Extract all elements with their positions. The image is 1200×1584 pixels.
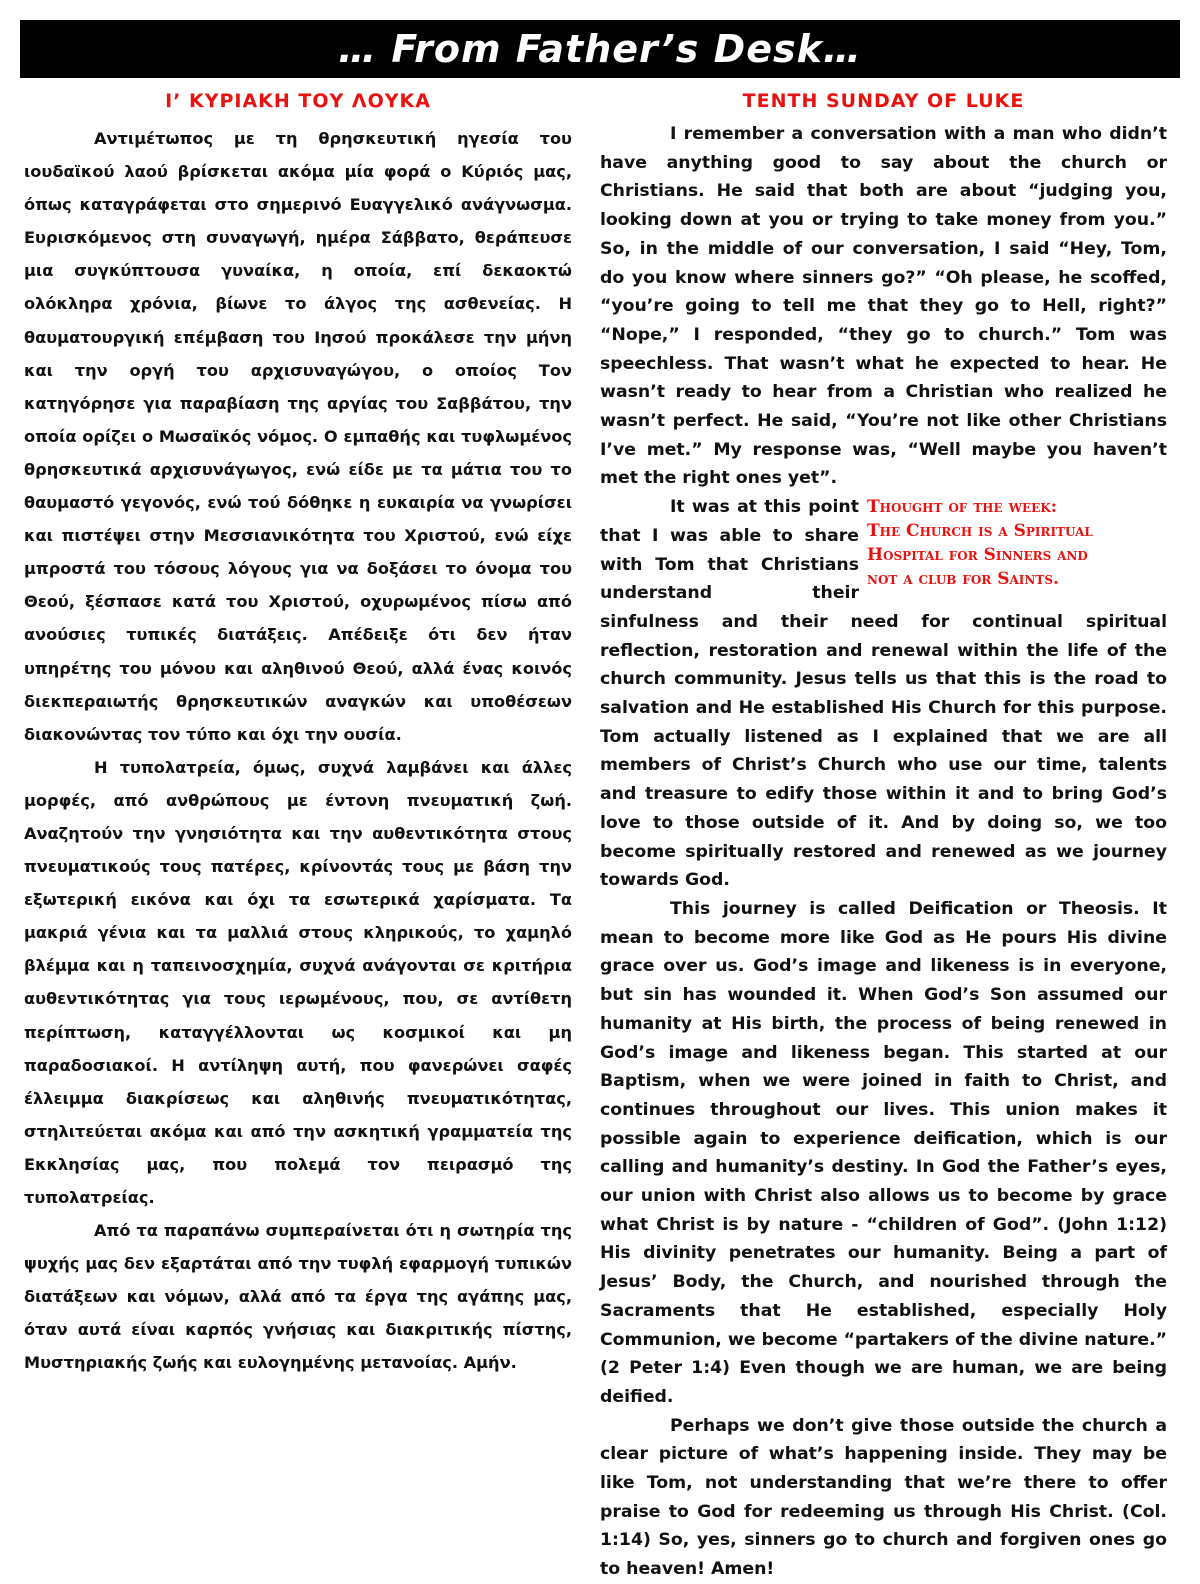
greek-body (24, 122, 572, 1380)
thought-label: Thought of the week: (867, 497, 1058, 518)
english-body (600, 120, 1167, 1584)
greek-heading: Ι’ ΚΥΡΙΑΚΗ ΤΟΥ ΛΟΥΚΑ (165, 90, 431, 112)
thought-of-the-week-box (867, 495, 1167, 591)
thought-line-2: Hospital for Sinners and (867, 545, 1088, 566)
english-paragraph-1: I remember a conversation with a man who didn’t have anything good to say about the church or Christians. He said that both are about “judging you, looking down at you or trying to take money from you.” So, in the middle of our conversation, I said “Hey, Tom, do you know where sinners go?” “Oh please, he scoffed, “you’re going to tell me that they go to Hell, right?” “Nope,” I responded, “they go to church.” Tom was speechless. That wasn’t what he expected to hear. He wasn’t ready to hear from a Christian who realized he wasn’t perfect. He said, “You’re not like other Christians I’ve met.” My response was, “Well maybe you haven’t met the right ones yet”. (600, 124, 1167, 489)
page-banner: … From Father’s Desk… (20, 20, 1180, 78)
thought-line-1: The Church is a Spiritual (867, 521, 1093, 542)
greek-paragraph-2: Η τυπολατρεία, όμως, συχνά λαμβάνει και άλλες μορφές, από ανθρώπους με έντονη πνευματική ζωή. Αναζητούν την γνησιότητα και την αυθεντικότητα στους πνευματικούς τους πατέρες, κρίνοντάς τους με βάση την εξωτερική εικόνα και όχι τα εσωτερικά χαρίσματα. Τα μακριά γένια και τα μαλλιά στους κληρικούς, το χαμηλό βλέμμα και η ταπεινοσχημία, συχνά ανάγονται σε κριτήρια αυθεντικότητας για τους ιερωμένους, που, σε αντίθετη περίπτωση, καταγγέλλονται ως κοσμικοί και μη παραδοσιακοί. Η αντίληψη αυτή, που φανερώνει σαφές έλλειμμα διακρίσεως και αληθινής πνευματικότητας, στηλιτεύεται ακόμα και από την ασκητική γραμματεία της Εκκλησίας μας, που πολεμά τον πειρασμό της τυπολατρείας. (24, 757, 572, 1207)
english-paragraph-3: This journey is called Deification or Theosis. It mean to become more like God as He pours His divine grace over us. God’s image and likeness is in everyone, but sin has wounded it. When God’s Son assumed our humanity at His birth, the process of being renewed in God’s image and likeness began. This started at our Baptism, when we were joined in faith to Christ, and continues throughout our lives. This union makes it possible again to experience deification, which is our calling and humanity’s destiny. In God the Father’s eyes, our union with Christ also allows us to become by grace what Christ is by nature - “children of God”. (John 1:12) His divinity penetrates our humanity. Being a part of Jesus’ Body, the Church, and nourished through the Sacraments that He established, especially Holy Communion, we become “partakers of the divine nature.” (2 Peter 1:4) Even though we are human, we are being deified. (600, 898, 1167, 1407)
thought-line-3: not a club for Saints. (867, 569, 1059, 590)
english-paragraph-4: Perhaps we don’t give those outside the church a clear picture of what’s happening inside. They may be like Tom, not understanding that we’re there to offer praise to God for redeeming us through His Christ. (Col. 1:14) So, yes, sinners go to church and forgiven ones go to heaven! Amen! (600, 1415, 1167, 1580)
greek-paragraph-1: Αντιμέτωπος με τη θρησκευτική ηγεσία του ιουδαϊκού λαού βρίσκεται ακόμα μία φορά ο Κύριός μας, όπως καταγράφεται στο σημερινό Ευαγγελικό ανάγνωσμα. Ευρισκόμενος στη συναγωγή, ημέρα Σάββατο, θεράπευσε μια συγκύπτουσα γυναίκα, η οποία, επί δεκαοκτώ ολόκληρα χρόνια, βίωνε το άλγος της ασθενείας. Η θαυματουργική επέμβαση του Ιησού προκάλεσε την μήνη και την οργή του αρχισυναγώγου, ο οποίος Τον κατηγόρησε για παραβίαση της αργίας του Σαββάτου, την οποία ορίζει ο Μωσαϊκός νόμος. Ο εμπαθής και τυφλωμένος θρησκευτικά αρχισυνάγωγος, ενώ είδε με τα μάτια του το θαυμαστό γεγονός, ενώ τού δόθηκε η ευκαιρία να γνωρίσει και πιστέψει στην Μεσσιανικότητα του Χριστού, ενώ είχε μπροστά του τόσους λόγους για να δοξάσει το όνομα του Θεού, ξέσπασε κατά του Χριστού, οχυρωμένος πίσω από ανούσιες τυπικές διατάξεις. Απέδειξε ότι δεν ήταν υπηρέτης του μόνου και αληθινού Θεού, αλλά ένας κοινός διεκπεραιωτής θρησκευτικών αναγκών και υποθέσεων διακονώντας τον τύπο και όχι την ουσία. (24, 129, 572, 744)
greek-column (24, 86, 572, 1380)
english-paragraph-2 (600, 493, 1167, 895)
english-heading: TENTH SUNDAY OF LUKE (742, 90, 1025, 112)
english-column (600, 86, 1167, 1584)
greek-paragraph-3: Από τα παραπάνω συμπεραίνεται ότι η σωτηρία της ψυχής μας δεν εξαρτάται από την τυφλή εφαρμογή τυπικών διατάξεων και νόμων, αλλά από τα έργα της αγάπης μας, όταν αυτά είναι καρπός γνήσιας και διακριτικής πίστης, Μυστηριακής ζωής και ευλογημένης μετανοίας. Αμήν. (24, 1221, 572, 1373)
english-paragraph-2-text: It was at this point that I was able to share with Tom that Christians understand their sinfulness and their need for continual spiritual reflection, restoration and renewal within the life of the church community. Jesus tells us that this is the road to salvation and He established His Church for this purpose. Tom actually listened as I explained that we are all members of Christ’s Church who use our time, talents and treasure to edify those within it and to bring God’s love to those outside of it. And by doing so, we too become spiritually restored and renewed as we journey towards God. (600, 497, 1167, 891)
